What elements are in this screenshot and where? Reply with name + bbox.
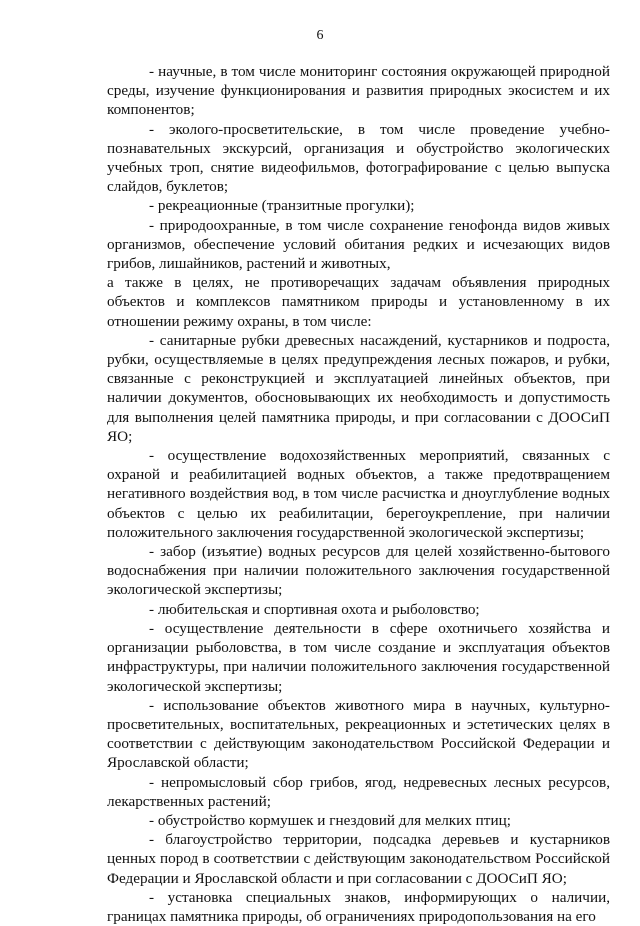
- document-body: [107, 62, 610, 926]
- page-number: 6: [316, 28, 324, 43]
- paragraph: - благоустройство территории, подсадка деревьев и кустарников ценных пород в соответствии с действующим законодательством Российской Федерации и Ярославской области и при согласовании с ДООСиП ЯО;: [107, 831, 610, 887]
- paragraph: - природоохранные, в том числе сохранение генофонда видов живых организмов, обеспечение условий обитания редких и исчезающих видов грибов, лишайников, растений и животных,: [107, 216, 610, 273]
- paragraph: - эколого-просветительские, в том числе проведение учебно-познавательных экскурсий, организация и обустройство экологических учебных троп, снятие видеофильмов, фотографирование с целью выпуска слайдов, буклетов;: [107, 120, 610, 196]
- paragraph: - научные, в том числе мониторинг состояния окружающей природной среды, изучение функционирования и развития природных экосистем и их компонентов;: [107, 63, 610, 119]
- paragraph: - установка специальных знаков, информирующих о наличии, границах памятника природы, об ограничениях природопользования на его: [107, 888, 610, 925]
- paragraph: - любительская и спортивная охота и рыболовство;: [149, 600, 480, 618]
- paragraph: - использование объектов животного мира в научных, культурно-просветительных, воспитательных, рекреационных и эстетических целях в соответствии с действующим законодательством Российской Федерации и Ярославской области;: [107, 696, 610, 772]
- paragraph: - рекреационные (транзитные прогулки);: [149, 197, 415, 215]
- paragraph: - непромысловый сбор грибов, ягод, недревесных лесных ресурсов, лекарственных растений;: [107, 773, 610, 810]
- paragraph: - осуществление водохозяйственных мероприятий, связанных с охраной и реабилитацией водных объектов, а также предотвращением негативного воздействия вод, в том числе расчистка и дноуглубление водных объектов с целью их реабилитации, берегоукрепление, при наличии положительного заключения государственной экологической экспертизы;: [107, 447, 610, 541]
- paragraph: - осуществление деятельности в сфере охотничьего хозяйства и организации рыболовства, в том числе создание и эксплуатация объектов инфраструктуры, при наличии положительного заключения государственной экологической экспертизы;: [107, 619, 610, 695]
- paragraph: - забор (изъятие) водных ресурсов для целей хозяйственно-бытового водоснабжения при наличии положительного заключения государственной экологической экспертизы;: [107, 543, 610, 599]
- paragraph: - санитарные рубки древесных насаждений, кустарников и подроста, рубки, осуществляемые в целях предупреждения лесных пожаров, и рубки, связанные с реконструкцией и эксплуатацией линейных объектов, при наличии документов, обосновывающих их необходимость и допустимость для выполнения целей памятника природы, и при согласовании с ДООСиП ЯО;: [107, 331, 610, 445]
- paragraph: а также в целях, не противоречащих задачам объявления природных объектов и комплексов памятником природы и установленному в их отношении режиму охраны, в том числе:: [107, 274, 610, 330]
- paragraph: - обустройство кормушек и гнездовий для мелких птиц;: [149, 811, 511, 829]
